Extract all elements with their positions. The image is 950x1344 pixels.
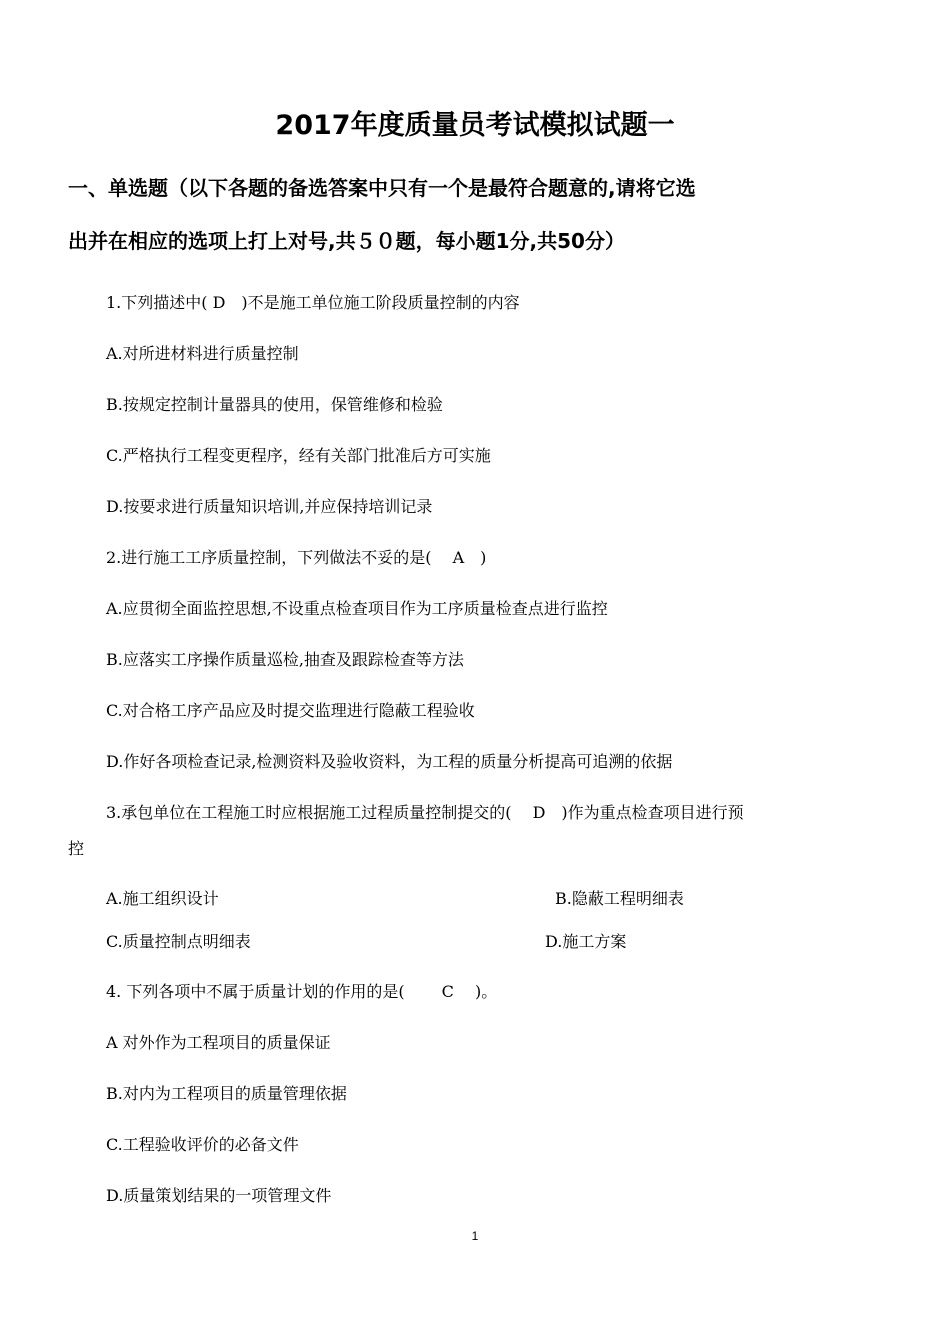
question-3-stem-line-2: 控 <box>68 839 85 858</box>
question-2-stem: 2.进行施工工序质量控制，下列做法不妥的是( A ) <box>106 548 487 567</box>
question-1-stem: 1.下列描述中( D )不是施工单位施工阶段质量控制的内容 <box>106 293 520 312</box>
question-1-option-a: A.对所进材料进行质量控制 <box>106 344 299 363</box>
page-title: 2017年度质量员考试模拟试题一 <box>275 110 675 141</box>
question-3-option-c: C.质量控制点明细表 <box>106 932 251 951</box>
question-3-option-d: D.施工方案 <box>545 932 627 951</box>
question-4-option-d: D.质量策划结果的一项管理文件 <box>106 1186 332 1205</box>
question-3-stem-line-1: 3.承包单位在工程施工时应根据施工过程质量控制提交的( D )作为重点检查项目进行预 <box>106 803 744 822</box>
question-2-option-c: C.对合格工序产品应及时提交监理进行隐蔽工程验收 <box>106 701 475 720</box>
question-4-option-b: B.对内为工程项目的质量管理依据 <box>106 1084 347 1103</box>
question-2-option-b: B.应落实工序操作质量巡检,抽查及跟踪检查等方法 <box>106 650 464 669</box>
question-3-option-a: A.施工组织设计 <box>106 889 219 908</box>
question-4-option-a: A 对外作为工程项目的质量保证 <box>106 1033 331 1052</box>
section-heading-line-1: 一、单选题（以下各题的备选答案中只有一个是最符合题意的,请将它选 <box>68 176 696 200</box>
question-1-option-b: B.按规定控制计量器具的使用，保管维修和检验 <box>106 395 443 414</box>
question-4-option-c: C.工程验收评价的必备文件 <box>106 1135 299 1154</box>
question-2-option-a: A.应贯彻全面监控思想,不设重点检查项目作为工序质量检查点进行监控 <box>106 599 608 618</box>
question-1-option-c: C.严格执行工程变更程序，经有关部门批准后方可实施 <box>106 446 491 465</box>
question-2-option-d: D.作好各项检查记录,检测资料及验收资料，为工程的质量分析提高可追溯的依据 <box>106 752 673 771</box>
question-1-option-d: D.按要求进行质量知识培训,并应保持培训记录 <box>106 497 433 516</box>
section-heading-line-2: 出并在相应的选项上打上对号,共５０题，每小题1分,共50分） <box>68 229 625 253</box>
question-3-option-b: B.隐蔽工程明细表 <box>555 889 684 908</box>
question-4-stem: 4. 下列各项中不属于质量计划的作用的是( C )。 <box>106 982 498 1001</box>
page-number: 1 <box>471 1229 479 1243</box>
